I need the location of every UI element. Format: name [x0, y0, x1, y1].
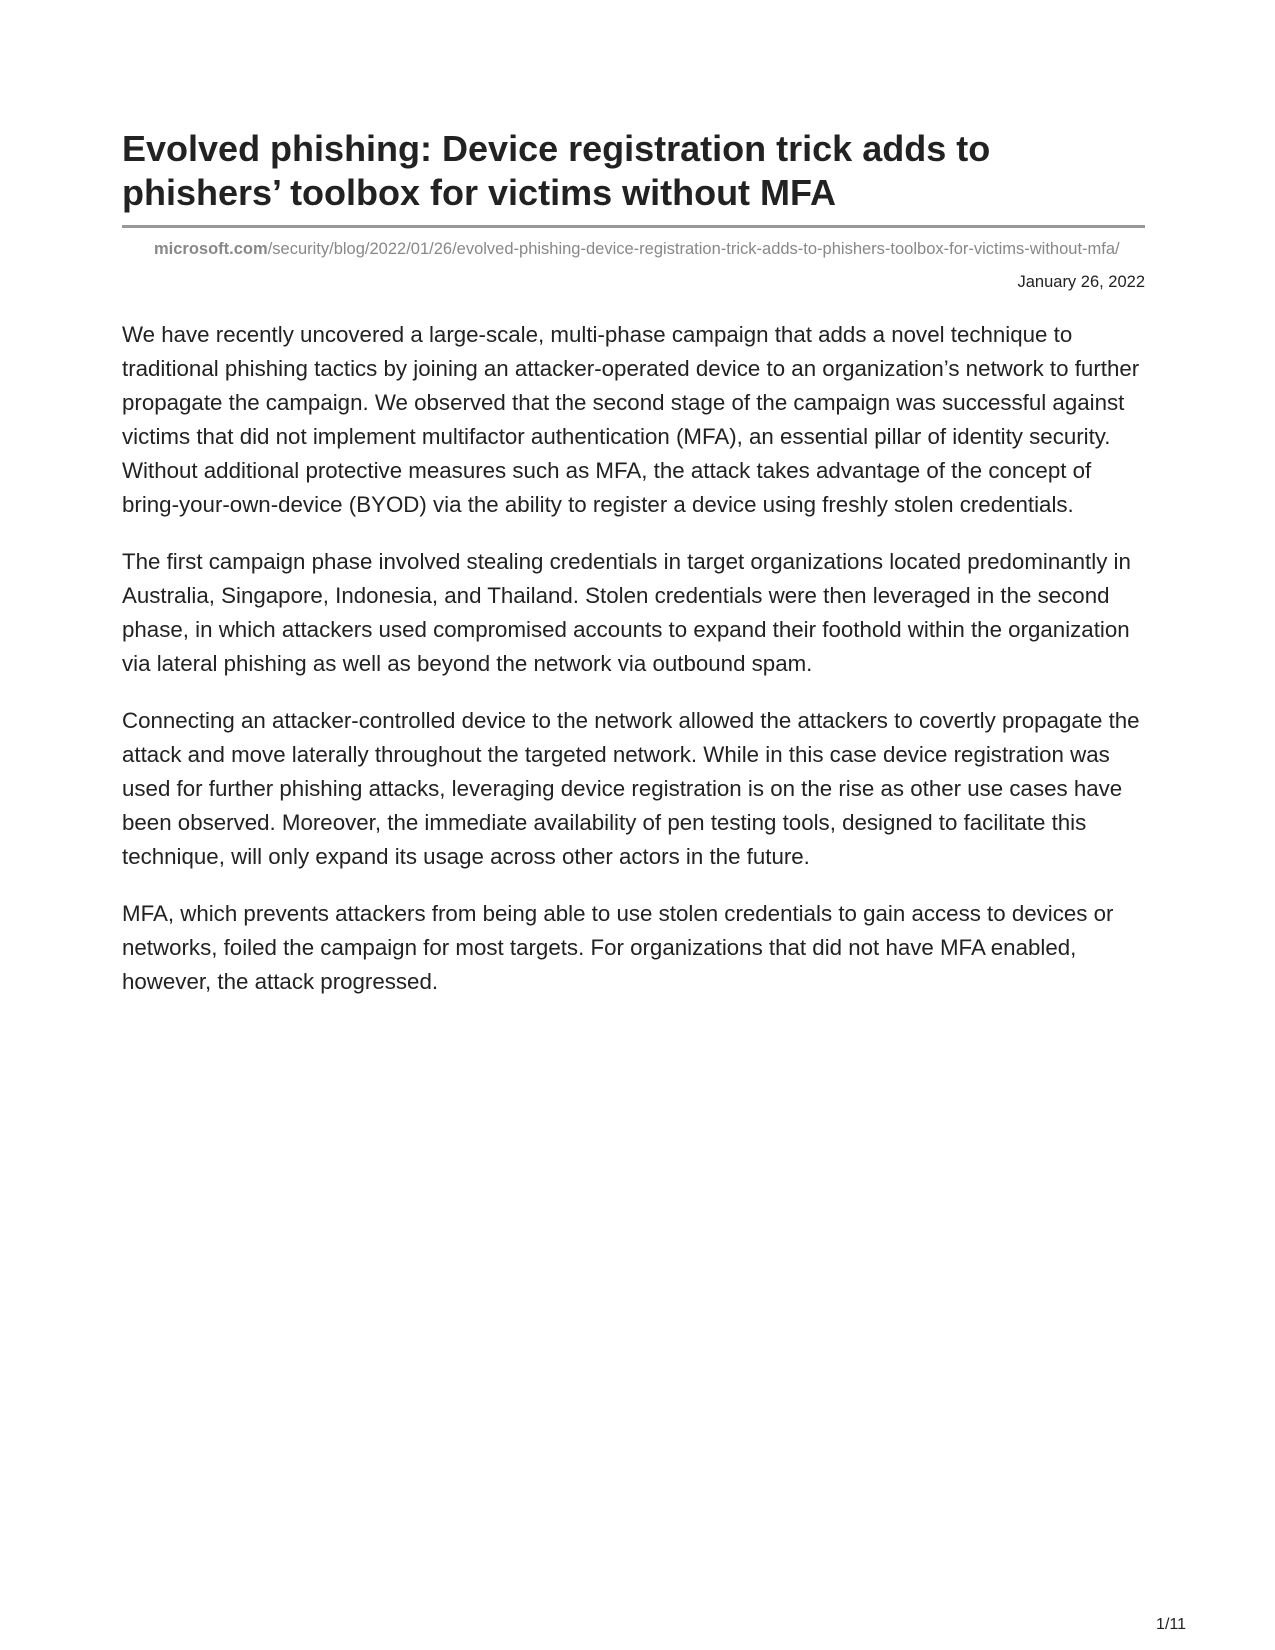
article-body [122, 318, 1145, 999]
body-paragraph: MFA, which prevents attackers from being able to use stolen credentials to gain access to devices or networks, foiled the campaign for most targets. For organizations that did not have MFA enabled, however, the attack progressed. [122, 901, 1114, 994]
body-paragraph: Connecting an attacker-controlled device to the network allowed the attackers to covertly propagate the attack and move laterally throughout the targeted network. While in this case device registration was used for further phishing attacks, leveraging device registration is on the rise as other use cases have been observed. Moreover, the immediate availability of pen testing tools, designed to facilitate this technique, will only expand its usage across other actors in the future. [122, 708, 1140, 869]
document-page [122, 127, 1145, 1022]
title-divider [122, 225, 1145, 228]
publish-date: January 26, 2022 [1017, 273, 1145, 291]
source-path: /security/blog/2022/01/26/evolved-phishing-device-registration-trick-adds-to-phishers-toolbox-for-victims-without-mfa/ [267, 240, 1120, 258]
page-number: 1/11 [1156, 1616, 1186, 1633]
body-paragraph: We have recently uncovered a large-scale, multi-phase campaign that adds a novel technique to traditional phishing tactics by joining an attacker-operated device to an organization’s network to further propagate the campaign. We observed that the second stage of the campaign was successful against victims that did not implement multifactor authentication (MFA), an essential pillar of identity security. Without additional protective measures such as MFA, the attack takes advantage of the concept of bring-your-own-device (BYOD) via the ability to register a device using freshly stolen credentials. [122, 322, 1140, 517]
article-title: Evolved phishing: Device registration trick adds to phishers’ toolbox for victims without MFA [122, 128, 991, 213]
source-url[interactable] [122, 237, 1145, 261]
source-domain: microsoft.com [154, 240, 268, 258]
body-paragraph: The first campaign phase involved stealing credentials in target organizations located predominantly in Australia, Singapore, Indonesia, and Thailand. Stolen credentials were then leveraged in the second phase, in which attackers used compromised accounts to expand their foothold within the organization via lateral phishing as well as beyond the network via outbound spam. [122, 549, 1131, 676]
